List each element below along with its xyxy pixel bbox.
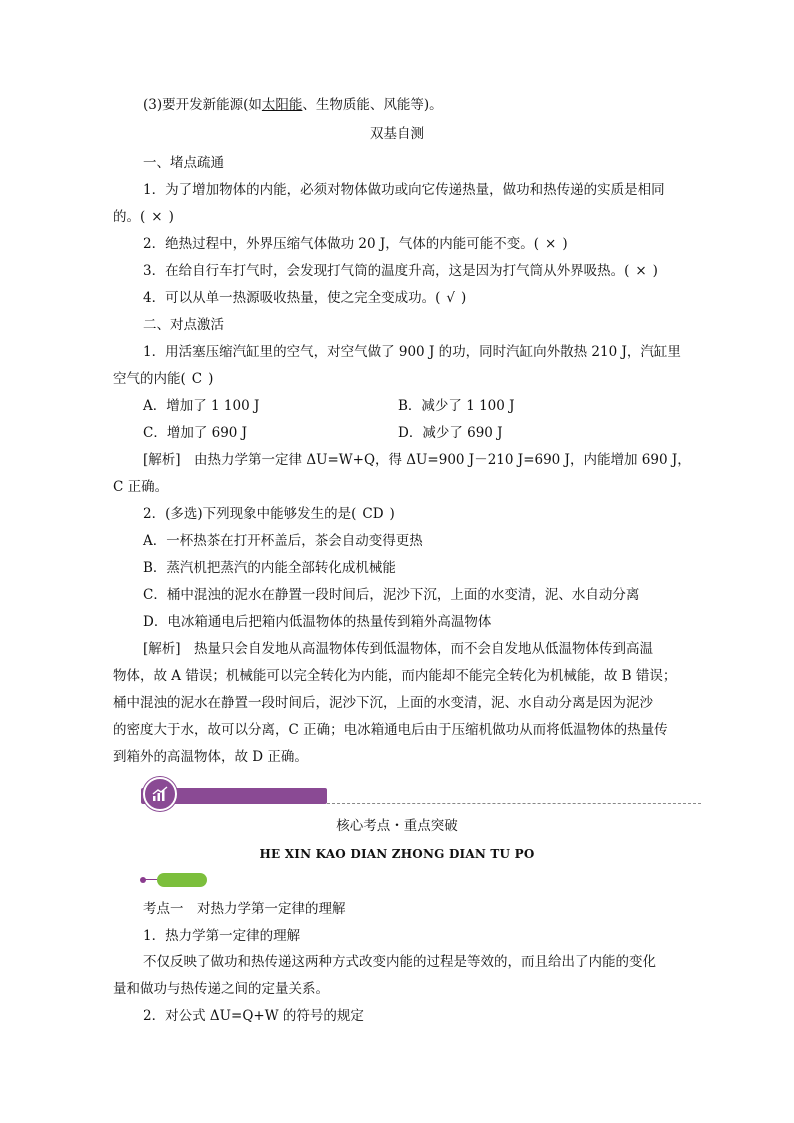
subheading: 2．对公式 ΔU=Q+W 的符号的规定 (143, 1008, 364, 1024)
marker-dot (140, 877, 146, 883)
option-c: C．增加了 690 J (143, 425, 248, 441)
option-c: C．桶中混浊的泥水在静置一段时间后，泥沙下沉，上面的水变清，泥、水自动分离 (143, 587, 640, 603)
analysis-text: 物体，故 A 错误；机械能可以完全转化为内能，而内能却不能完全转化为机械能，故 B 错误； (113, 668, 677, 684)
option-a: A．一杯热茶在打开杯盖后，茶会自动变得更热 (143, 533, 423, 549)
option-b: B．减少了 1 100 J (398, 398, 515, 414)
topic-pill (157, 873, 207, 887)
option-d: D．电冰箱通电后把箱内低温物体的热量传到箱外高温物体 (143, 614, 492, 630)
option-d: D．减少了 690 J (398, 425, 503, 441)
question-text: 4．可以从单一热源吸收热量，使之完全变成功。( √ ) (143, 290, 467, 306)
analysis-text: 的密度大于水，故可以分离，C 正确；电冰箱通电后由于压缩机做功从而将低温物体的热量传 (113, 722, 668, 738)
section-heading: 一、堵点疏通 (143, 155, 224, 171)
question-text: 3．在给自行车打气时，会发现打气筒的温度升高，这是因为打气筒从外界吸热。( × ) (143, 263, 658, 279)
bar-chart-icon (143, 777, 177, 811)
text-line: (3)要开发新能源(如太阳能、生物质能、风能等)。 (143, 97, 443, 113)
section-subtitle: HE XIN KAO DIAN ZHONG DIAN TU PO (259, 847, 535, 861)
analysis-text: [解析] 由热力学第一定律 ΔU=W+Q，得 ΔU=900 J－210 J=690 J，内能增加 690 J， (143, 452, 691, 468)
option-b: B．蒸汽机把蒸汽的内能全部转化成机械能 (143, 560, 396, 576)
section-title: 双基自测 (370, 126, 424, 142)
analysis-text: C 正确。 (113, 479, 169, 495)
underlined-term: 太阳能 (261, 97, 303, 113)
question-text: 的。( × ) (113, 209, 174, 225)
question-text: 1．为了增加物体的内能，必须对物体做功或向它传递热量，做功和热传递的实质是相同 (143, 182, 665, 198)
dashed-divider (327, 803, 701, 804)
analysis-text: 桶中混浊的泥水在静置一段时间后，泥沙下沉，上面的水变清，泥、水自动分离是因为泥沙 (113, 695, 653, 711)
analysis-text: [解析] 热量只会自发地从高温物体传到低温物体，而不会自发地从低温物体传到高温 (143, 641, 654, 657)
question-text: 空气的内能( C ) (113, 371, 214, 387)
question-text: 2．(多选)下列现象中能够发生的是( CD ) (143, 506, 395, 522)
marker-line (145, 879, 157, 880)
analysis-text: 到箱外的高温物体，故 D 正确。 (113, 749, 308, 765)
body-text: 不仅反映了做功和热传递这两种方式改变内能的过程是等效的，而且给出了内能的变化 (143, 954, 656, 970)
option-a: A．增加了 1 100 J (143, 398, 260, 414)
body-text: 量和做功与热传递之间的定量关系。 (113, 981, 329, 997)
question-text: 1．用活塞压缩汽缸里的空气，对空气做了 900 J 的功，同时汽缸向外散热 210 J，汽缸里 (143, 344, 681, 360)
section-title: 核心考点・重点突破 (336, 818, 458, 834)
subheading: 1．热力学第一定律的理解 (143, 928, 301, 944)
section-heading: 二、对点激活 (143, 317, 224, 333)
question-text: 2．绝热过程中，外界压缩气体做功 20 J，气体的内能可能不变。( × ) (143, 236, 568, 252)
topic-heading: 考点一 对热力学第一定律的理解 (143, 901, 346, 917)
